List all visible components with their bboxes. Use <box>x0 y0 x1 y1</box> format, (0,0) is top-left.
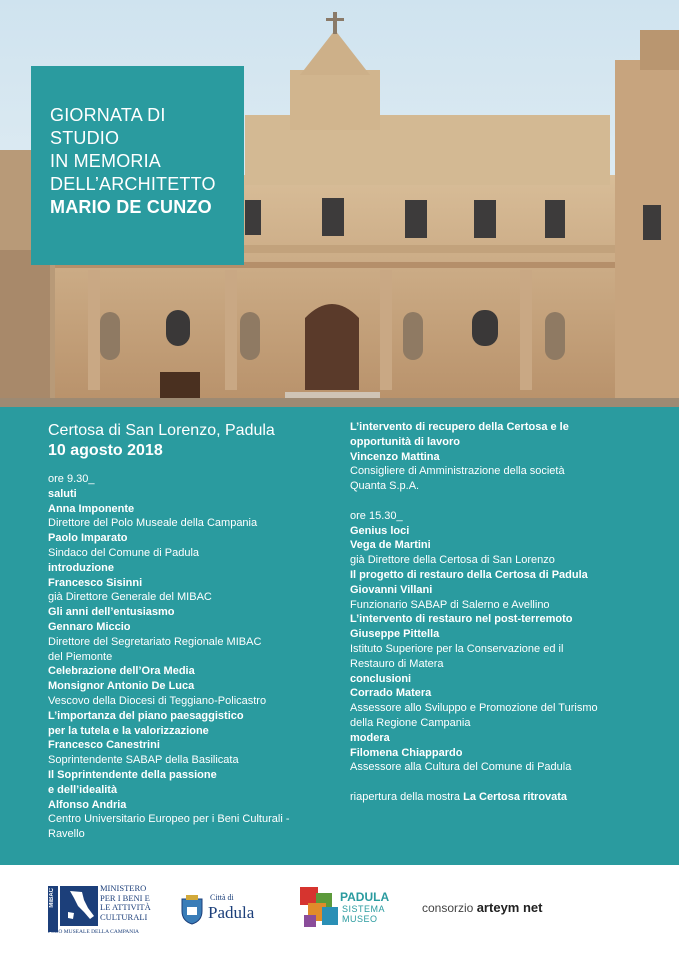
program-heading <box>350 524 598 539</box>
program-line-text: Assessore alla Cultura del Comune di Padula <box>350 761 572 774</box>
program-heading <box>350 612 598 627</box>
program-line-text: L’importanza del piano paesaggistico <box>48 709 244 722</box>
program-line-text: Funzionario SABAP di Salerno e Avellino <box>350 598 550 611</box>
program-line-text: Ravello <box>48 828 85 841</box>
sistema-museo-name: PADULA <box>340 890 390 904</box>
program-line-text: del Piemonte <box>48 650 113 663</box>
program-heading <box>350 686 598 701</box>
program-heading <box>350 538 598 553</box>
program-line-text: Direttore del Polo Museale della Campania <box>48 517 258 530</box>
consorzio-mark: y <box>500 900 508 915</box>
program-line-text: Anna Imponente <box>48 502 135 515</box>
program-heading <box>48 531 290 546</box>
mibac-line-4: CULTURALI <box>100 911 148 922</box>
program-line-text: Il Soprintendente della passione <box>48 768 217 781</box>
sistema-museo-line-1: SISTEMA <box>342 904 386 914</box>
program-heading <box>48 738 290 753</box>
program-line-text: Filomena Chiappardo <box>350 746 463 759</box>
italy-map-icon <box>60 886 98 926</box>
program-line <box>350 598 598 613</box>
program-line-text: ore 15.30_ <box>350 509 403 522</box>
mibac-line-1: MINISTERO <box>100 883 147 893</box>
program-line-text: Restauro di Matera <box>350 657 444 670</box>
program-heading <box>350 583 598 598</box>
program-line-text: Celebrazione dell’Ora Media <box>48 665 195 678</box>
sistema-museo-line-2: MUSEO <box>342 914 378 924</box>
program-line <box>350 509 598 524</box>
program-heading <box>48 798 290 813</box>
program-line-text: della Regione Campania <box>350 716 471 729</box>
program-line <box>48 812 290 827</box>
program-line <box>48 546 290 561</box>
program-heading <box>48 605 290 620</box>
program-line-text: Soprintendente SABAP della Basilicata <box>48 754 239 767</box>
program-heading <box>350 731 598 746</box>
consorzio-artem-logo <box>422 899 572 919</box>
padula-city-name: Padula <box>208 903 255 922</box>
program-line <box>48 635 290 650</box>
mibac-badge-text: MiBAC <box>49 888 55 908</box>
program-line-text: Istituto Superiore per la Conservazione ed il <box>350 642 564 655</box>
program-line-text: Monsignor Antonio De Luca <box>48 680 195 693</box>
program-line-text: conclusioni <box>350 672 412 685</box>
program-line-text: Corrado Matera <box>350 687 432 700</box>
program-heading <box>48 487 290 502</box>
program-heading <box>350 435 598 450</box>
program-left-column <box>48 472 290 842</box>
program-line-text: Sindaco del Comune di Padula <box>48 546 200 559</box>
program-line-text: L’intervento di recupero della Certosa e le <box>350 421 569 433</box>
program-line <box>48 827 290 842</box>
program-line <box>48 753 290 768</box>
program-line-text: Giovanni Villani <box>350 583 433 596</box>
program-heading <box>48 664 290 679</box>
padula-city-logo <box>180 889 270 929</box>
program-line-text: e dell’idealità <box>48 783 118 796</box>
program-line-text: già Direttore Generale del MIBAC <box>48 591 212 604</box>
program-heading <box>350 746 598 761</box>
mibac-subtitle: POLO MUSEALE DELLA CAMPANIA <box>48 929 140 935</box>
program-heading <box>48 620 290 635</box>
program-heading <box>48 561 290 576</box>
program-heading <box>48 724 290 739</box>
padula-city-small: Città di <box>210 893 234 902</box>
event-date: 10 agosto 2018 <box>48 442 163 459</box>
program-line-text: Vega de Martini <box>350 539 431 552</box>
program-line-text: Genius loci <box>350 524 410 537</box>
program-heading <box>48 679 290 694</box>
sistema-museo-mosaic-icon <box>300 887 340 929</box>
program-heading <box>48 783 290 798</box>
title-line-2: STUDIO <box>50 128 120 148</box>
program-heading <box>350 627 598 642</box>
program-line <box>350 701 598 716</box>
event-title-box <box>31 66 244 265</box>
program-line-text: saluti <box>48 487 77 500</box>
consorzio-prefix: consorzio <box>422 901 477 915</box>
program-line-text: Francesco Sisinni <box>48 576 143 589</box>
program-heading <box>350 420 598 435</box>
program-line-text: per la tutela e la valorizzazione <box>48 724 209 737</box>
program-line <box>350 716 598 731</box>
program-line-text: modera <box>350 731 390 744</box>
program-line <box>48 590 290 605</box>
program-line-text: Direttore del Segretariato Regionale MIBAC <box>48 635 262 648</box>
program-line-text: Il progetto di restauro della Certosa di Padula <box>350 568 588 581</box>
program-line-text: Giuseppe Pittella <box>350 628 440 641</box>
sponsor-footer <box>0 865 679 960</box>
title-honoree-name: MARIO DE CUNZO <box>50 197 212 217</box>
mibac-line-2: PER I BENI E <box>100 892 150 903</box>
program-line <box>48 694 290 709</box>
program-line-text: Gennaro Miccio <box>48 620 131 633</box>
title-line-4: DELL’ARCHITETTO <box>50 174 216 194</box>
program-line <box>350 479 598 494</box>
consorzio-name: arte <box>476 900 501 915</box>
program-line-text: Centro Universitario Europeo per i Beni Culturali - <box>48 813 290 826</box>
program-line-text: opportunità di lavoro <box>350 435 460 448</box>
title-line-3: IN MEMORIA <box>50 151 162 171</box>
program-line-text: introduzione <box>48 561 114 574</box>
consorzio-suffix: m net <box>507 900 543 915</box>
hero-photo-certosa <box>0 0 679 407</box>
program-line-text: Vincenzo Mattina <box>350 450 440 463</box>
program-line-text: Francesco Canestrini <box>48 739 160 752</box>
program-line-text: L’intervento di restauro nel post-terremoto <box>350 613 573 626</box>
program-line-text: riapertura della mostra <box>350 790 461 803</box>
program-line-text: Quanta S.p.A. <box>350 480 420 493</box>
exhibition-title: La Certosa ritrovata <box>463 790 568 803</box>
mibac-line-3: LE ATTIVITÀ <box>100 902 151 912</box>
program-line-text: Vescovo della Diocesi di Teggiano-Policastro <box>48 694 267 707</box>
program-heading <box>350 450 598 465</box>
program-line-text: ore 9.30_ <box>48 473 95 485</box>
program-line-text: Consigliere di Amministrazione della società <box>350 465 565 478</box>
event-venue: Certosa di San Lorenzo, Padula <box>48 422 275 439</box>
mibac-logo <box>48 884 158 936</box>
program-line <box>48 472 290 487</box>
program-line-text: Paolo Imparato <box>48 532 128 545</box>
program-heading <box>48 709 290 724</box>
program-line <box>350 642 598 657</box>
program-line <box>350 657 598 672</box>
padula-coat-of-arms-icon <box>180 895 204 925</box>
program-line-text: Assessore allo Sviluppo e Promozione del Turismo <box>350 702 598 715</box>
program-line <box>350 760 598 775</box>
program-line-text: Alfonso Andria <box>48 798 127 811</box>
program-line <box>350 464 598 479</box>
program-spacer <box>350 494 598 509</box>
program-line <box>350 790 598 805</box>
program-heading <box>48 502 290 517</box>
program-heading <box>48 768 290 783</box>
program-line <box>48 516 290 531</box>
program-line-text: Gli anni dell’entusiasmo <box>48 606 175 619</box>
program-heading <box>48 576 290 591</box>
program-right-column <box>350 420 598 805</box>
program-heading <box>350 568 598 583</box>
program-heading <box>350 672 598 687</box>
program-line-text: già Direttore della Certosa di San Lorenzo <box>350 554 555 567</box>
program-line <box>48 650 290 665</box>
title-line-1: GIORNATA DI <box>50 105 166 125</box>
padula-sistema-museo-logo <box>300 887 400 933</box>
program-line <box>350 553 598 568</box>
program-section <box>0 407 679 865</box>
program-spacer <box>350 775 598 790</box>
